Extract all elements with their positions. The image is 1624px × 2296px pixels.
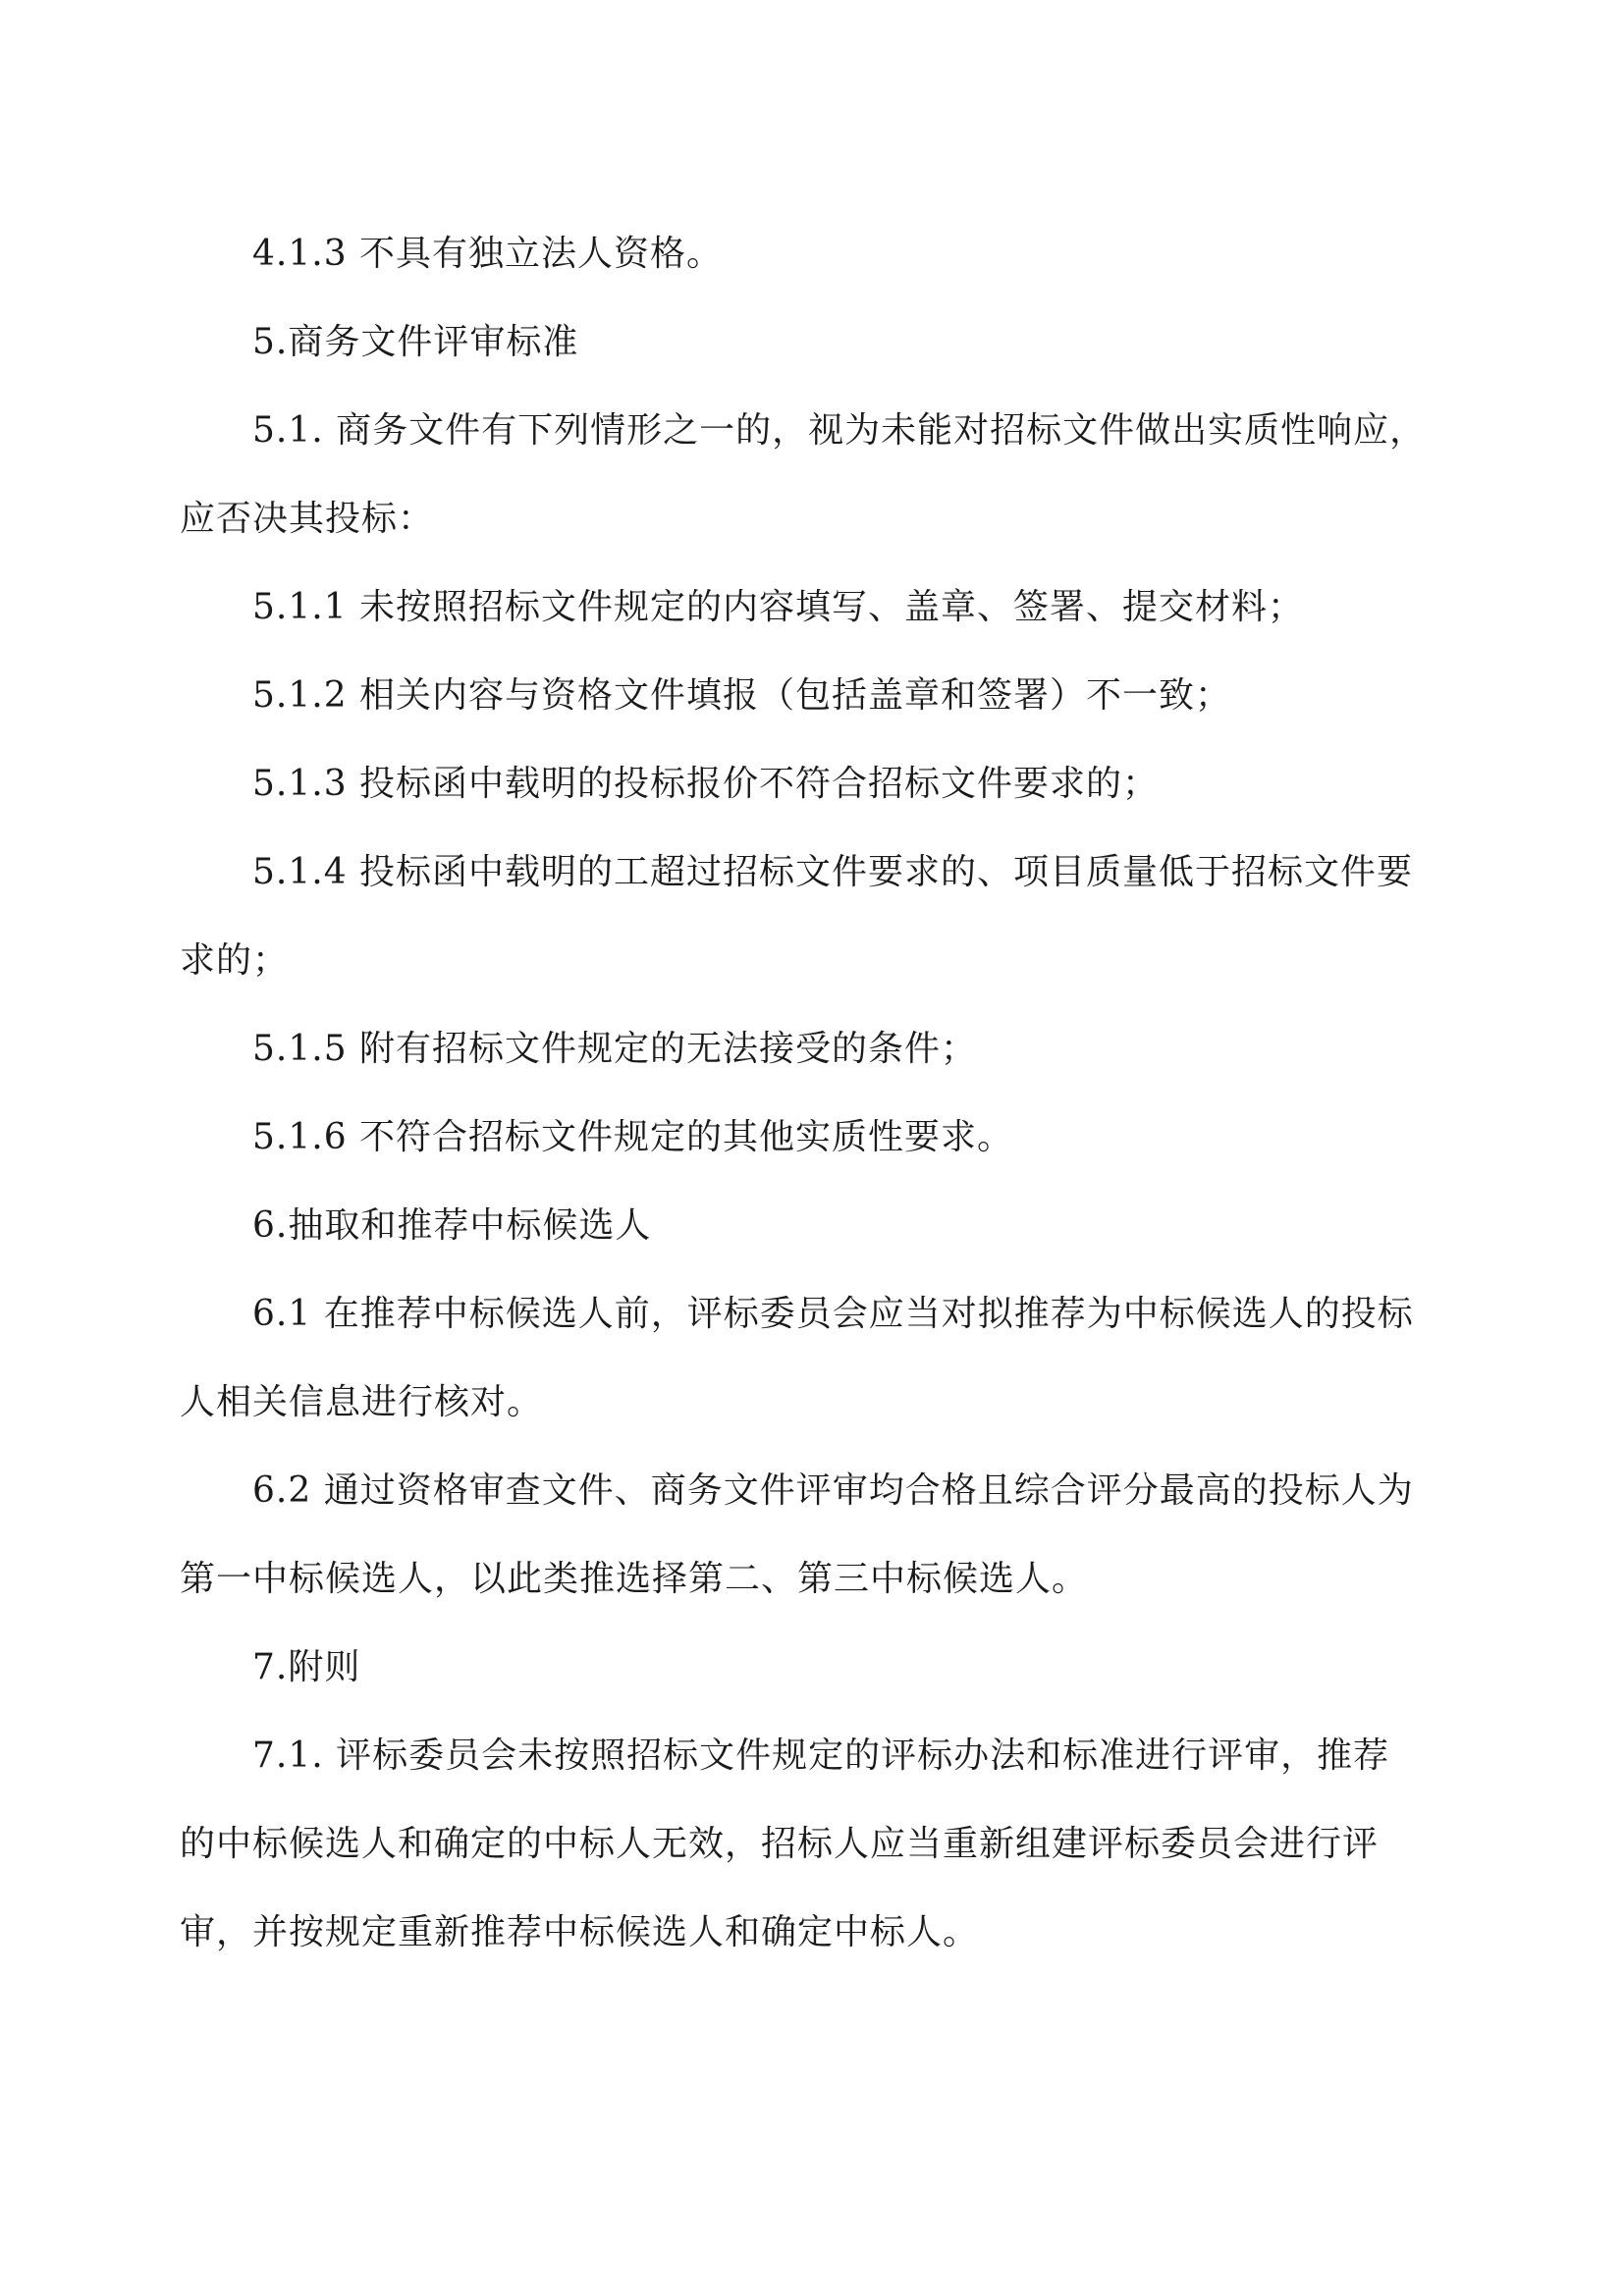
paragraph-line: 第一中标候选人，以此类推选择第二、第三中标候选人。: [180, 1559, 1089, 1599]
paragraph-line: 的中标候选人和确定的中标人无效，招标人应当重新组建评标委员会进行评: [180, 1824, 1380, 1864]
paragraph-line: 6.2 通过资格审查文件、商务文件评审均合格且综合评分最高的投标人为: [252, 1470, 1414, 1511]
paragraph-line: 5.1.1 未按照招标文件规定的内容填写、盖章、签署、提交材料；: [252, 587, 1305, 627]
paragraph-line: 5.1.6 不符合招标文件规定的其他实质性要求。: [252, 1117, 1014, 1157]
section-heading-7: [180, 1624, 1456, 1712]
paragraph-5-1: [180, 387, 1456, 563]
paragraph-line: 4.1.3 不具有独立法人资格。: [252, 234, 724, 274]
paragraph-5-1-5: [180, 1005, 1456, 1094]
section-heading-6: [180, 1182, 1456, 1270]
paragraph-6-2: [180, 1447, 1456, 1624]
paragraph-line: 6.1 在推荐中标候选人前，评标委员会应当对拟推荐为中标候选人的投标: [252, 1294, 1414, 1334]
paragraph-line: 7.1. 评标委员会未按照招标文件规定的评标办法和标准进行评审，推荐: [252, 1735, 1390, 1776]
paragraph-5-1-6: [180, 1094, 1456, 1182]
paragraph-line: 5.1.5 附有招标文件规定的无法接受的条件；: [252, 1029, 978, 1069]
paragraph-line: 7.附则: [252, 1647, 361, 1687]
paragraph-line: 5.商务文件评审标准: [252, 322, 579, 362]
paragraph-7-1: [180, 1712, 1456, 1977]
paragraph-5-1-4: [180, 828, 1456, 1005]
paragraph-line: 审，并按规定重新推荐中标候选人和确定中标人。: [180, 1912, 980, 1952]
paragraph-5-1-3: [180, 740, 1456, 828]
paragraph-line: 5.1.3 投标函中载明的投标报价不符合招标文件要求的；: [252, 764, 1160, 804]
paragraph-line: 5.1. 商务文件有下列情形之一的，视为未能对招标文件做出实质性响应，: [252, 410, 1427, 451]
section-heading-5: [180, 298, 1456, 387]
paragraph-line: 求的；: [180, 940, 290, 981]
paragraph-5-1-2: [180, 652, 1456, 740]
paragraph-line: 5.1.2 相关内容与资格文件填报（包括盖章和签署）不一致；: [252, 675, 1232, 716]
paragraph-line: 6.抽取和推荐中标候选人: [252, 1205, 652, 1246]
paragraph-line: 应否决其投标：: [180, 499, 435, 539]
paragraph-line: 人相关信息进行核对。: [180, 1382, 544, 1422]
paragraph-6-1: [180, 1270, 1456, 1447]
paragraph-5-1-1: [180, 563, 1456, 652]
paragraph-4-1-3: [180, 210, 1456, 298]
paragraph-line: 5.1.4 投标函中载明的工超过招标文件要求的、项目质量低于招标文件要: [252, 852, 1414, 892]
